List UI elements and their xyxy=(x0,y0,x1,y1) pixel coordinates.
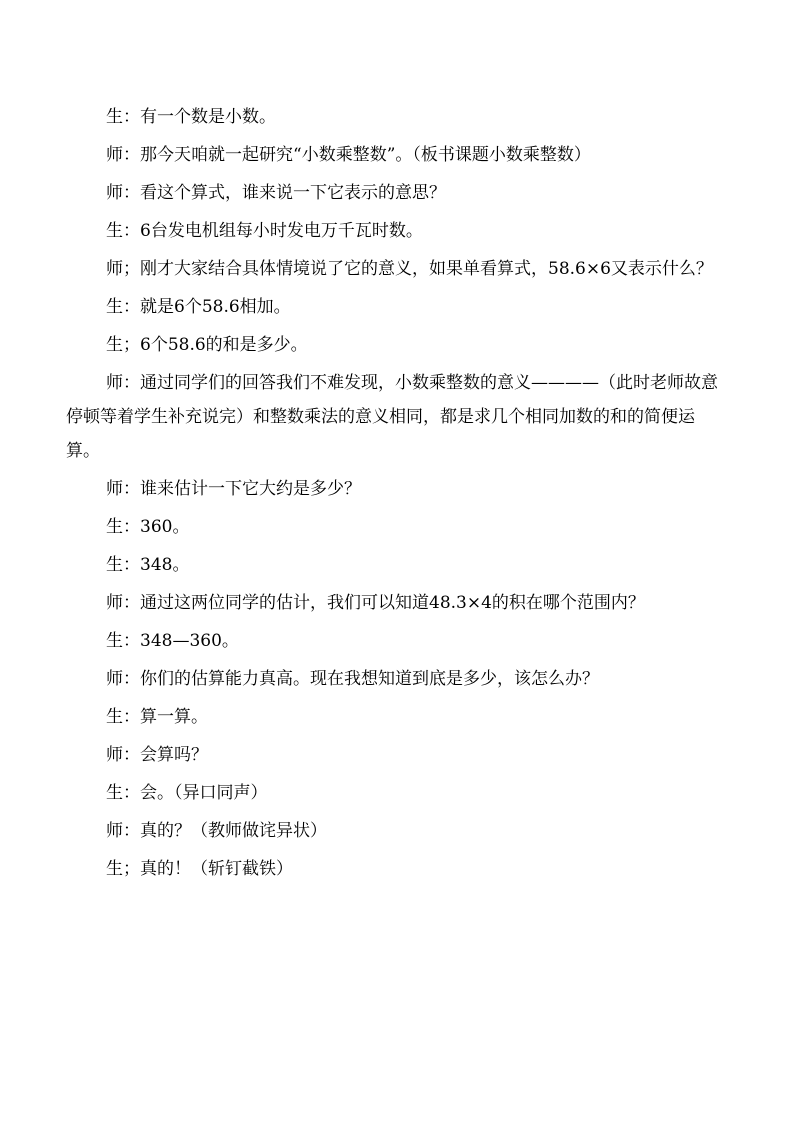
dialogue-line: 生：6台发电机组每小时发电万千瓦时数。 xyxy=(106,221,423,241)
dialogue-line: 师：真的？（教师做诧异状） xyxy=(106,821,327,841)
dialogue-line: 师：那今天咱就一起研究“小数乘整数”。（板书课题小数乘整数） xyxy=(106,145,591,165)
dialogue-line: 生：算一算。 xyxy=(106,707,208,727)
dialogue-line: 师：谁来估计一下它大约是多少？ xyxy=(106,479,361,499)
dialogue-line: 生：就是6个58.6相加。 xyxy=(106,297,291,317)
dialogue-line: 师；刚才大家结合具体情境说了它的意义，如果单看算式，58.6×6又表示什么？ xyxy=(106,259,713,279)
dialogue-line: 师：通过这两位同学的估计，我们可以知道48.3×4的积在哪个范围内？ xyxy=(106,593,645,613)
dialogue-line: 生；6个58.6的和是多少。 xyxy=(106,335,308,355)
dialogue-line: 师：你们的估算能力真高。现在我想知道到底是多少，该怎么办？ xyxy=(106,669,599,689)
dialogue-line: 师：会算吗？ xyxy=(106,745,208,765)
dialogue-line: 生：有一个数是小数。 xyxy=(106,107,276,127)
dialogue-line: 生：会。（异口同声） xyxy=(106,783,268,803)
dialogue-line: 生；真的！（斩钉截铁） xyxy=(106,859,293,879)
dialogue-line: 生：360。 xyxy=(106,517,190,537)
dialogue-line: 生：348—360。 xyxy=(106,631,239,651)
dialogue-line: 生：348。 xyxy=(106,555,190,575)
dialogue-line: 师：看这个算式，谁来说一下它表示的意思？ xyxy=(106,183,446,203)
dialogue-transcript xyxy=(66,100,728,890)
dialogue-line: 师：通过同学们的回答我们不难发现，小数乘整数的意义————（此时老师故意停顿等着学生补充说完）和整数乘法的意义相同，都是求几个相同加数的和的简便运算。 xyxy=(66,373,718,461)
